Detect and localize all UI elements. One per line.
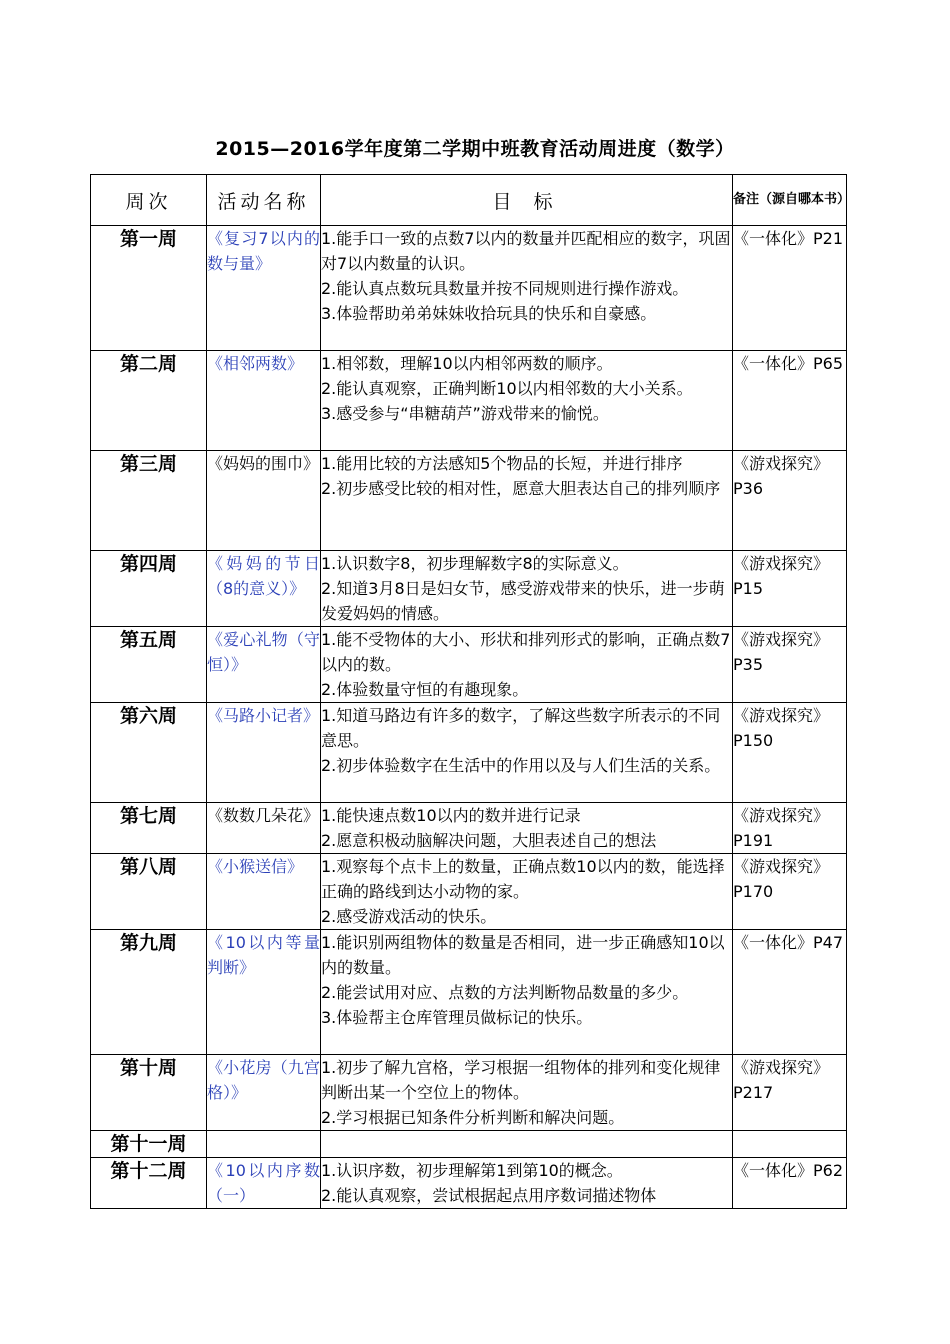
- table-row: [91, 627, 847, 703]
- week-cell: 第三周: [91, 451, 207, 551]
- goal-cell: [321, 451, 733, 551]
- goal-cell: [321, 1131, 733, 1158]
- activity-name: 《10以内等量判断》: [207, 933, 320, 977]
- activity-cell: [207, 703, 321, 803]
- header-week: 周次: [91, 175, 207, 226]
- goal-cell: [321, 627, 733, 703]
- header-goal: 目 标: [321, 175, 733, 226]
- header-note: 备注（源自哪本书）: [733, 175, 847, 226]
- goal-item: 1.知道马路边有许多的数字，了解这些数字所表示的不同意思。: [321, 706, 721, 750]
- activity-cell: [207, 1055, 321, 1131]
- goal-item: 1.能手口一致的点数7以内的数量并匹配相应的数字，巩固对7以内数量的认识。: [321, 229, 731, 273]
- note-cell: 《一体化》P62: [733, 1158, 847, 1209]
- activity-name: 《妈妈的节日（8的意义）》: [207, 554, 320, 598]
- goal-item: 1.相邻数，理解10以内相邻两数的顺序。: [321, 354, 613, 373]
- activity-cell: [207, 627, 321, 703]
- goal-item: 1.认识数字8，初步理解数字8的实际意义。: [321, 554, 629, 573]
- week-cell: 第九周: [91, 930, 207, 1055]
- goal-cell: [321, 803, 733, 854]
- activity-cell: [207, 551, 321, 627]
- table-header-row: [91, 175, 847, 226]
- note-cell: [733, 1131, 847, 1158]
- week-cell: 第六周: [91, 703, 207, 803]
- activity-cell: [207, 854, 321, 930]
- goal-item: 3.感受参与“串糖葫芦”游戏带来的愉悦。: [321, 404, 609, 423]
- goal-item: 2.愿意积极动脑解决问题，大胆表述自己的想法: [321, 831, 657, 850]
- goal-item: 1.能不受物体的大小、形状和排列形式的影响，正确点数7以内的数。: [321, 630, 731, 674]
- activity-name: 《数数几朵花》: [207, 806, 320, 825]
- note-cell: 《游戏探究》P150: [733, 703, 847, 803]
- activity-cell: [207, 930, 321, 1055]
- note-cell: 《一体化》P21: [733, 226, 847, 351]
- header-activity: 活动名称: [207, 175, 321, 226]
- note-cell: 《一体化》P65: [733, 351, 847, 451]
- goal-item: 1.能快速点数10以内的数并进行记录: [321, 806, 581, 825]
- activity-cell: [207, 226, 321, 351]
- goal-cell: [321, 854, 733, 930]
- week-cell: 第四周: [91, 551, 207, 627]
- goal-item: 2.初步感受比较的相对性，愿意大胆表达自己的排列顺序: [321, 479, 721, 498]
- activity-name: 《马路小记者》: [207, 706, 320, 725]
- week-cell: 第七周: [91, 803, 207, 854]
- activity-name: 《小猴送信》: [207, 857, 304, 876]
- week-cell: 第八周: [91, 854, 207, 930]
- goal-cell: [321, 1158, 733, 1209]
- activity-name: 《妈妈的围巾》: [207, 454, 320, 473]
- goal-cell: [321, 1055, 733, 1131]
- table-row: [91, 803, 847, 854]
- page-title: 2015—2016学年度第二学期中班教育活动周进度（数学）: [215, 138, 735, 160]
- table-row: [91, 1158, 847, 1209]
- activity-name: 《10以内序数（一）: [207, 1161, 320, 1205]
- table-row: [91, 854, 847, 930]
- note-cell: 《游戏探究》P217: [733, 1055, 847, 1131]
- goal-item: 2.能认真观察，尝试根据起点用序数词描述物体: [321, 1186, 657, 1205]
- table-row: [91, 930, 847, 1055]
- note-cell: 《游戏探究》P35: [733, 627, 847, 703]
- table-row: [91, 703, 847, 803]
- table-row: [91, 451, 847, 551]
- table-row: [91, 1131, 847, 1158]
- activity-name: 《相邻两数》: [207, 354, 304, 373]
- goal-item: 1.初步了解九宫格，学习根据一组物体的排列和变化规律判断出某一个空位上的物体。: [321, 1058, 721, 1102]
- note-cell: 《游戏探究》P36: [733, 451, 847, 551]
- goal-item: 2.学习根据已知条件分析判断和解决问题。: [321, 1108, 625, 1127]
- table-row: [91, 551, 847, 627]
- activity-cell: [207, 351, 321, 451]
- activity-cell: [207, 1158, 321, 1209]
- activity-cell: [207, 803, 321, 854]
- goal-cell: [321, 351, 733, 451]
- week-cell: 第一周: [91, 226, 207, 351]
- activity-name: 《复习7以内的数与量》: [207, 229, 320, 273]
- goal-item: 2.能认真观察，正确判断10以内相邻数的大小关系。: [321, 379, 693, 398]
- goal-item: 2.初步体验数字在生活中的作用以及与人们生活的关系。: [321, 756, 721, 775]
- note-cell: 《一体化》P47: [733, 930, 847, 1055]
- week-cell: 第二周: [91, 351, 207, 451]
- week-cell: 第十周: [91, 1055, 207, 1131]
- goal-cell: [321, 703, 733, 803]
- goal-item: 2.知道3月8日是妇女节，感受游戏带来的快乐，进一步萌发爱妈妈的情感。: [321, 579, 725, 623]
- goal-item: 2.能认真点数玩具数量并按不同规则进行操作游戏。: [321, 279, 689, 298]
- goal-item: 1.认识序数，初步理解第1到第10的概念。: [321, 1161, 623, 1180]
- goal-item: 2.体验数量守恒的有趣现象。: [321, 680, 529, 699]
- table-row: [91, 1055, 847, 1131]
- note-cell: 《游戏探究》P170: [733, 854, 847, 930]
- activity-name: 《小花房（九宫格）》: [207, 1058, 320, 1102]
- week-cell: 第五周: [91, 627, 207, 703]
- goal-item: 1.观察每个点卡上的数量，正确点数10以内的数，能选择正确的路线到达小动物的家。: [321, 857, 725, 901]
- goal-cell: [321, 551, 733, 627]
- goal-item: 3.体验帮主仓库管理员做标记的快乐。: [321, 1008, 593, 1027]
- note-cell: 《游戏探究》P191: [733, 803, 847, 854]
- note-cell: 《游戏探究》P15: [733, 551, 847, 627]
- week-cell: 第十二周: [91, 1158, 207, 1209]
- goal-item: 3.体验帮助弟弟妹妹收拾玩具的快乐和自豪感。: [321, 304, 657, 323]
- goal-item: 2.能尝试用对应、点数的方法判断物品数量的多少。: [321, 983, 689, 1002]
- goal-item: 1.能识别两组物体的数量是否相同，进一步正确感知10以内的数量。: [321, 933, 725, 977]
- goal-item: 2.感受游戏活动的快乐。: [321, 907, 497, 926]
- activity-cell: [207, 451, 321, 551]
- table-row: [91, 351, 847, 451]
- schedule-table: [90, 174, 851, 1209]
- goal-cell: [321, 226, 733, 351]
- table-row: [91, 226, 847, 351]
- goal-item: 1.能用比较的方法感知5个物品的长短，并进行排序: [321, 454, 683, 473]
- activity-cell: [207, 1131, 321, 1158]
- goal-cell: [321, 930, 733, 1055]
- week-cell: 第十一周: [91, 1131, 207, 1158]
- activity-name: 《爱心礼物（守恒）》: [207, 630, 320, 674]
